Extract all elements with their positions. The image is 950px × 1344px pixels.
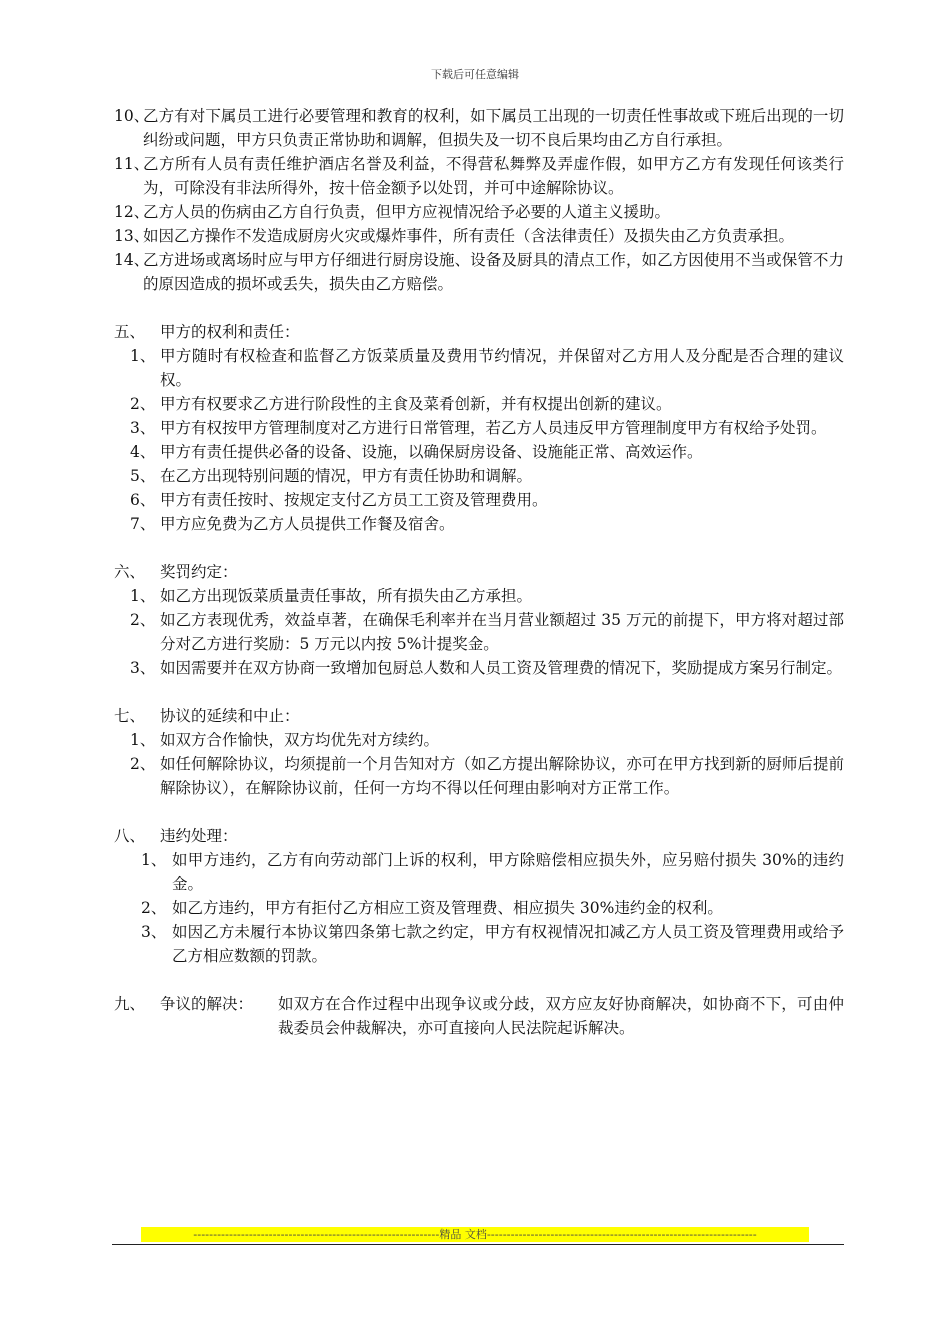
clause-item (130, 440, 844, 464)
clause-number: 11、 (114, 155, 150, 173)
clause-text: 乙方有对下属员工进行必要管理和教育的权利，如下属员工出现的一切责任性事故或下班后出现的一切纠纷或问题，甲方只负责正常协助和调解，但损失及一切不良后果均由乙方自行承担。 (143, 107, 844, 149)
section-title: 奖罚约定： (160, 563, 238, 581)
clause-number: 1、 (130, 587, 156, 605)
page-header-note: 下载后可任意编辑 (431, 68, 519, 81)
clause-text: 甲方有责任提供必备的设备、设施，以确保厨房设备、设施能正常、高效运作。 (160, 443, 703, 461)
clause-text: 乙方进场或离场时应与甲方仔细进行厨房设施、设备及厨具的清点工作，如乙方因使用不当或保管不力的原因造成的损坏或丢失，损失由乙方赔偿。 (143, 251, 844, 293)
clause-number: 1、 (130, 731, 156, 749)
clause-text: 在乙方出现特别问题的情况，甲方有责任协助和调解。 (160, 467, 533, 485)
clause-number: 10、 (114, 107, 150, 125)
clause-number: 14、 (114, 251, 150, 269)
clause-text: 甲方有责任按时、按规定支付乙方员工工资及管理费用。 (160, 491, 548, 509)
section-heading (114, 824, 844, 848)
footer-divider (112, 1244, 844, 1245)
clause-item (114, 152, 844, 200)
clause-item (114, 104, 844, 152)
section-heading (114, 320, 844, 344)
clause-item (130, 584, 844, 608)
clause-number: 2、 (141, 899, 167, 917)
clause-text: 如任何解除协议，均须提前一个月告知对方（如乙方提出解除协议，亦可在甲方找到新的厨师后提前解除协议），在解除协议前，任何一方均不得以任何理由影响对方正常工作。 (160, 755, 844, 797)
clause-text: 如乙方出现饭菜质量责任事故，所有损失由乙方承担。 (160, 587, 533, 605)
clause-text: 如双方在合作过程中出现争议或分歧，双方应友好协商解决，如协商不下，可由仲裁委员会仲裁解决，亦可直接向人民法院起诉解决。 (278, 995, 844, 1037)
section-number: 八、 (114, 827, 146, 845)
clause-text: 如甲方违约，乙方有向劳动部门上诉的权利，甲方除赔偿相应损失外，应另赔付损失 30%的违约金。 (172, 851, 844, 893)
clause-item (130, 488, 844, 512)
clause-text: 如因乙方未履行本协议第四条第七款之约定，甲方有权视情况扣减乙方人员工资及管理费用或给予乙方相应数额的罚款。 (172, 923, 844, 965)
clause-item (130, 752, 844, 800)
clause-item (130, 656, 844, 680)
section-number: 六、 (114, 563, 146, 581)
clause-text: 乙方人员的伤病由乙方自行负责，但甲方应视情况给予必要的人道主义援助。 (143, 203, 671, 221)
clause-item (141, 848, 844, 896)
clause-text: 甲方有权按甲方管理制度对乙方进行日常管理，若乙方人员违反甲方管理制度甲方有权给予处罚。 (160, 419, 827, 437)
clause-item (130, 344, 844, 392)
clause-item (114, 200, 844, 224)
clause-item (141, 920, 844, 968)
clause-number: 2、 (130, 611, 156, 629)
section-number: 五、 (114, 323, 146, 341)
clause-text: 甲方随时有权检查和监督乙方饭菜质量及费用节约情况，并保留对乙方用人及分配是否合理的建议权。 (160, 347, 844, 389)
clause-text: 如因乙方操作不发造成厨房火灾或爆炸事件，所有责任（含法律责任）及损失由乙方负责承担。 (143, 227, 795, 245)
clause-number: 2、 (130, 395, 156, 413)
clause-text: 如乙方表现优秀，效益卓著，在确保毛利率并在当月营业额超过 35 万元的前提下，甲方将对超过部分对乙方进行奖励：5 万元以内按 5%计提奖金。 (160, 611, 844, 653)
clause-text: 乙方所有人员有责任维护酒店名誉及利益，不得营私舞弊及弄虚作假，如甲方乙方有发现任何该类行为，可除没有非法所得外，按十倍金额予以处罚，并可中途解除协议。 (143, 155, 844, 197)
section-title: 违约处理： (160, 827, 238, 845)
clause-number: 5、 (130, 467, 156, 485)
dispute-resolution-clause (114, 992, 844, 1040)
clause-item (130, 416, 844, 440)
section-number: 九、 (114, 995, 146, 1013)
clause-item (114, 224, 844, 248)
clause-number: 3、 (130, 659, 156, 677)
section-title: 争议的解决： (160, 995, 254, 1013)
footer-highlight-bar: --------------------------------------------------------------精品 文档-------------------------------------------------------------------- (141, 1227, 809, 1242)
section-number: 七、 (114, 707, 146, 725)
clause-item (130, 608, 844, 656)
clause-number: 6、 (130, 491, 156, 509)
clause-item (130, 392, 844, 416)
section-heading (114, 704, 844, 728)
document-body (114, 104, 844, 1040)
clause-text: 甲方有权要求乙方进行阶段性的主食及菜肴创新，并有权提出创新的建议。 (160, 395, 672, 413)
section-heading (114, 560, 844, 584)
clause-number: 13、 (114, 227, 150, 245)
clause-number: 12、 (114, 203, 150, 221)
clause-text: 如因需要并在双方协商一致增加包厨总人数和人员工资及管理费的情况下，奖励提成方案另行制定。 (160, 659, 843, 677)
clause-number: 4、 (130, 443, 156, 461)
clause-item (130, 512, 844, 536)
clause-number: 1、 (141, 851, 167, 869)
clause-text: 甲方应免费为乙方人员提供工作餐及宿舍。 (160, 515, 455, 533)
clause-item (114, 248, 844, 296)
clause-number: 2、 (130, 755, 156, 773)
section-title: 甲方的权利和责任： (160, 323, 300, 341)
clause-number: 3、 (141, 923, 167, 941)
clause-text: 如双方合作愉快，双方均优先对方续约。 (160, 731, 440, 749)
clause-number: 1、 (130, 347, 156, 365)
clause-item (130, 728, 844, 752)
clause-item (130, 464, 844, 488)
section-title: 协议的延续和中止： (160, 707, 300, 725)
clause-number: 3、 (130, 419, 156, 437)
clause-text: 如乙方违约，甲方有拒付乙方相应工资及管理费、相应损失 30%违约金的权利。 (172, 899, 723, 917)
clause-number: 7、 (130, 515, 156, 533)
clause-item (141, 896, 844, 920)
